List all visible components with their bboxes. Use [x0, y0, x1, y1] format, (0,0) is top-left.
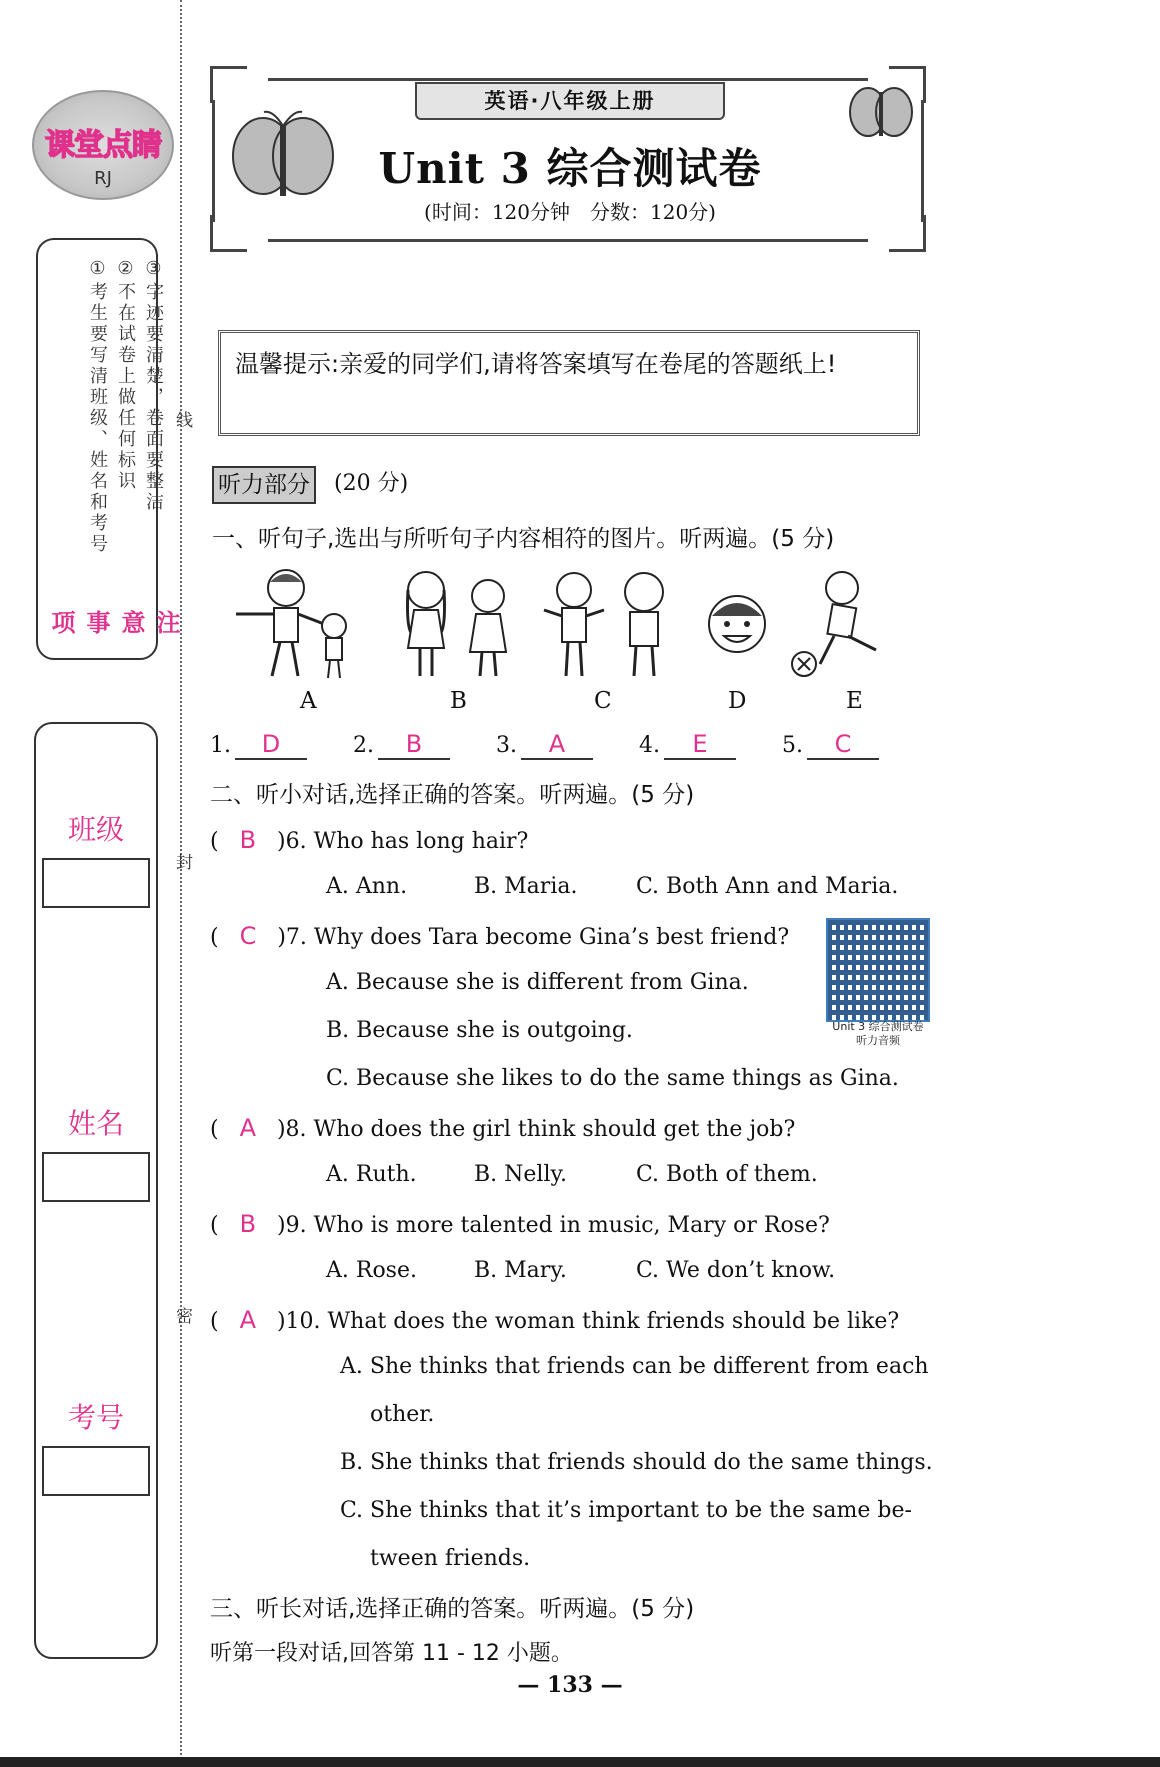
- answer-2: 2. B: [353, 730, 450, 760]
- q10-option-a-cont: other.: [370, 1402, 435, 1427]
- q8-option-b: B. Nelly.: [474, 1162, 567, 1187]
- butterfly-icon: [228, 106, 338, 216]
- q10-option-c-cont: tween friends.: [370, 1546, 531, 1571]
- part3-heading: 三、听长对话,选择正确的答案。听两遍。(5 分): [210, 1596, 695, 1622]
- seal-mark-line: 线: [176, 411, 193, 431]
- tip-box: [218, 330, 920, 436]
- class-label: 班级: [67, 813, 124, 846]
- q9-answer[interactable]: B: [239, 1210, 257, 1238]
- listening-score: (20 分): [334, 471, 409, 496]
- answer-3: 3. A: [496, 730, 593, 760]
- question-10: ( A )10. What does the woman think friends should be like?: [210, 1306, 900, 1334]
- picture-c-icon: [540, 568, 680, 680]
- picture-a-icon: [228, 568, 358, 680]
- butterfly-small-icon: [846, 78, 916, 148]
- part2-heading: 二、听小对话,选择正确的答案。听两遍。(5 分): [210, 782, 695, 808]
- listening-section-tag: 听力部分: [212, 466, 316, 504]
- answer-1: 1. D: [210, 730, 307, 760]
- q7-option-c: C. Because she likes to do the same things as Gina.: [326, 1066, 899, 1091]
- exam-number-label: 考号: [67, 1401, 124, 1434]
- answer-4: 4. E: [639, 730, 736, 760]
- logo-edition: RJ: [94, 168, 112, 189]
- q9-option-a: A. Rose.: [326, 1258, 417, 1283]
- q7-option-b: B. Because she is outgoing.: [326, 1018, 633, 1043]
- q6-option-c: C. Both Ann and Maria.: [636, 874, 899, 899]
- subject-tab: 英语·八年级上册: [415, 82, 725, 120]
- bottom-bar: [0, 1757, 1160, 1767]
- picture-label-e: E: [846, 688, 863, 714]
- q6-option-a: A. Ann.: [326, 874, 408, 899]
- answer-3-blank[interactable]: A: [521, 730, 593, 760]
- notice-title: 注意事项: [47, 610, 180, 636]
- notice-panel: [36, 238, 180, 660]
- picture-d-icon: [704, 590, 770, 660]
- q10-option-b: B. She thinks that friends should do the same things.: [340, 1450, 933, 1475]
- cut-line: [180, 0, 182, 1767]
- question-6: ( B )6. Who has long hair?: [210, 826, 529, 854]
- seal-mark-seal: 封: [176, 853, 193, 873]
- q7-answer[interactable]: C: [239, 922, 257, 950]
- q7-option-a: A. Because she is different from Gina.: [326, 970, 749, 995]
- class-field[interactable]: [42, 858, 150, 908]
- part3-subheading: 听第一段对话,回答第 11 - 12 小题。: [210, 1641, 573, 1666]
- exam-info: (时间：120分钟 分数：120分): [424, 200, 716, 224]
- picture-label-a: A: [300, 688, 317, 714]
- name-field[interactable]: [42, 1152, 150, 1202]
- picture-label-b: B: [450, 688, 467, 714]
- brand-logo: [32, 90, 174, 200]
- notice-item-1: ①考生要写清班级、姓名和考号: [87, 258, 108, 555]
- student-info-panel: [34, 722, 158, 1659]
- q6-answer[interactable]: B: [239, 826, 257, 854]
- picture-label-d: D: [728, 688, 747, 714]
- q8-option-a: A. Ruth.: [326, 1162, 417, 1187]
- page-number: — 133 —: [517, 1672, 623, 1698]
- q9-option-b: B. Mary.: [474, 1258, 567, 1283]
- answer-2-blank[interactable]: B: [378, 730, 450, 760]
- picture-label-c: C: [594, 688, 612, 714]
- logo-text: 课堂点睛: [45, 128, 161, 163]
- question-8: ( A )8. Who does the girl think should get the job?: [210, 1114, 796, 1142]
- picture-b-icon: [392, 568, 522, 680]
- page-title: Unit 3 综合测试卷: [378, 144, 762, 193]
- notice-item-3: ③字迹要清楚，卷面要整洁: [143, 258, 164, 513]
- q9-option-c: C. We don’t know.: [636, 1258, 836, 1283]
- part1-heading: 一、听句子,选出与所听句子内容相符的图片。听两遍。(5 分): [212, 526, 835, 552]
- q10-option-a: A. She thinks that friends can be different from each: [340, 1354, 929, 1379]
- question-7: ( C )7. Why does Tara become Gina’s best friend?: [210, 922, 790, 950]
- question-9: ( B )9. Who is more talented in music, Mary or Rose?: [210, 1210, 830, 1238]
- q6-option-b: B. Maria.: [474, 874, 578, 899]
- picture-e-icon: [790, 568, 900, 680]
- qr-code-icon[interactable]: [826, 918, 930, 1022]
- q8-option-c: C. Both of them.: [636, 1162, 818, 1187]
- answer-1-blank[interactable]: D: [235, 730, 307, 760]
- exam-number-field[interactable]: [42, 1446, 150, 1496]
- notice-item-2: ②不在试卷上做任何标识: [115, 258, 136, 492]
- seal-mark-secret: 密: [176, 1307, 193, 1327]
- qr-caption: Unit 3 综合测试卷 听力音频: [832, 1020, 924, 1047]
- q8-answer[interactable]: A: [239, 1114, 256, 1142]
- q10-answer[interactable]: A: [239, 1306, 256, 1334]
- answer-4-blank[interactable]: E: [664, 730, 736, 760]
- answer-5-blank[interactable]: C: [807, 730, 879, 760]
- tip-text: 温馨提示:亲爱的同学们,请将答案填写在卷尾的答题纸上!: [235, 350, 837, 378]
- name-label: 姓名: [67, 1107, 124, 1140]
- q10-option-c: C. She thinks that it’s important to be the same be-: [340, 1498, 912, 1523]
- answer-5: 5. C: [782, 730, 879, 760]
